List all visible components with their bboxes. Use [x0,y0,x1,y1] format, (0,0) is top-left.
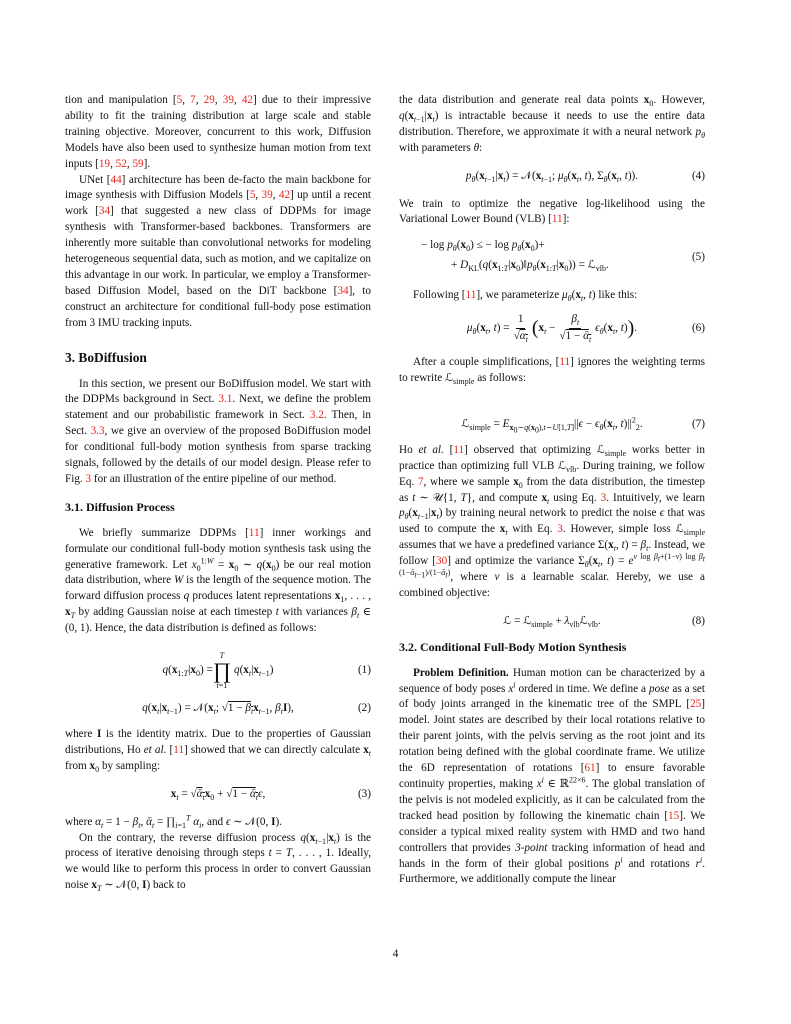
citation[interactable]: 34 [337,284,349,297]
after-paragraph: After a couple simplifications, [11] ignores the weighting terms to rewrite ℒ$_{simple}$ as follows: [399,356,705,387]
citation[interactable]: 59 [132,157,144,170]
diffusion-paragraph: We briefly summarize DDPMs [11] inner workings and formulate our conditional full-body motion synthesis task using the generative framework. Let $x_0^{1:W} = x_0$ ∼ $q(x_0)$ be our real motion data distribution, where W is the length of the sequence motion. The forward diffusion process q produces latent representations $x_1$, . . . , $x_T$ by adding Gaussian noise at each timestep t with variances $\beta_t$ ∈ (0, 1). Hence, the data distribution is defined as follows: [65,526,372,635]
citation[interactable]: 11 [551,213,563,226]
equation-4: $p_\theta(x_{t-1}|x_t)$ = $𝒩(x_{t-1}$; $\mu_\theta(x_t$, t), $\Sigma_\theta(x_t$, t)). (4) [465,169,705,184]
section-heading: 3. BoDiffusion [65,349,147,365]
citation[interactable]: 42 [278,189,291,202]
identity-paragraph: where I is the identity matrix. Due to the properties of Gaussian distributions, Ho et al. [11] showed that we can directly calculate $x_t$ from $x_0$ by sampling: [65,728,372,775]
citation[interactable]: 61 [584,762,596,775]
problem-paragraph: Problem Definition. Human motion can be characterized by a sequence of body poses $x^i$ ordered in time. We define a pose as a set of body joints arranged in the kinematic tree of the SMPL [25] model. Joint states are described by their local rotations relative to their parent joints, with the pelvis serving as the root joint and its rotation being defined with the global coordinate frame. We utilize the 6D representation of rotations [61] to ensure favorable continuity properties, making $x^i$ ∈ ℝ$^{22\times 6}$. The global translation of the pelvis is not modeled explicitly, as it can be calculated from the tracked head position by following the kinematic chain [15]. We consider a typical mixed reality system with HMD and two hand controllers that provides 3-point tracking information of head and hands in the form of their global positions $p^i$ and rotations $r^i$. Furthermore, we additionally compute the linear [399,666,706,886]
figure-ref[interactable]: 3 [85,472,92,485]
continuation-paragraph: the data distribution and generate real data points $x_0$. However, $q(x_{t-1}|x_t)$ is intractable because it needs to use the entire data distribution. Therefore, we approximate it with a neural network $p_\theta$ with parameters θ: [399,94,705,154]
equation-3: $x_t$ = $√ᾱ_tx_0 + √1$ − ᾱ$_t$ϵ, (3) [170,787,371,802]
equation-8: ℒ = ℒ$_{simple}$ + $\lambda_{vlb}ℒ_{vlb}$. (8) [503,614,705,630]
equation-ref[interactable]: 7 [417,475,424,488]
citation[interactable]: 11 [453,443,465,456]
citation[interactable]: 39 [261,189,273,202]
section-ref[interactable]: 3.2 [309,409,324,422]
citation[interactable]: 30 [436,555,448,568]
equation-ref[interactable]: 3 [600,491,607,504]
equation-number: (4) [691,169,705,182]
subsection-heading: 3.1. Diffusion Process [65,499,175,514]
intro-paragraph: tion and manipulation [5, 7, 29, 39, 42] due to their impressive ability to fit the training distribution at large scale and stable training objective. Moreover, concurrent to this work, Diffusion Models have also been used to synthesize human motion from text inputs [19, 52, 59]. [65,94,371,170]
unet-paragraph: UNet [44] architecture has been de-facto the main backbone for image synthesis with Diffusion Models [5, 39, 42] up until a recent work [34] that suggested a new class of DDPMs for image synthesis with Transformer-based backbones. Transformers are inherently more suitable than convolutional networks for modeling heterogeneous sequential data, such as motion, and we capitalize on this advantage in our work. In particular, we employ a Transformer-based Diffusion Model, based on the DiT backbone [34], to construct an architecture for conditional full-body pose estimation from 3 IMU tracking inputs. [65,173,372,329]
equation-5: − $\log p_\theta(x_0)$ ≤ − $\log p_\theta(x_0)+$ + $D_{KL}(q(x_{1:T}|x_0)‖p_\theta(x_{1:T}|x_0))$ = ℒ$_{vlb}$. (5) [421,239,705,274]
citation[interactable]: 11 [173,743,185,756]
section3-paragraph: In this section, we present our BoDiffusion model. We start with the DDPMs background in Sect. 3.1. Next, we define the problem statement and our probabilistic framework in Sect. 3.2. Then, in Sect. 3.3, we give an overview of the proposed BoDiffusion model for conditional full-body motion synthesis from sparse tracking signals, followed by the details of our model design. Please refer to Fig. 3 for an illustration of the entire pipeline of our method. [65,377,371,485]
citation[interactable]: 11 [559,356,571,369]
section-ref[interactable]: 3.1 [218,393,233,406]
citation[interactable]: 5 [176,94,183,106]
citation[interactable]: 34 [98,205,111,218]
equation-number: (1) [357,664,371,677]
citation[interactable]: 7 [190,94,196,106]
equation-number: (2) [357,702,371,715]
equation-number: (5) [691,251,705,264]
section-ref[interactable]: 3.3 [90,425,105,438]
train-paragraph: We train to optimize the negative log-likelihood using the Variational Lower Bound (VLB) [11]: [399,197,705,226]
equation-ref[interactable]: 3 [557,523,563,536]
citation[interactable]: 52 [115,157,127,170]
left-column [65,93,371,894]
citation[interactable]: 5 [249,189,256,202]
citation[interactable]: 42 [241,94,254,106]
reverse-paragraph: On the contrary, the reverse diffusion process $q(x_{t-1}|x_t)$ is the process of iterative denoising through steps t = T, . . . , 1. Ideally, we would like to perform this process in order to convert Gaussian noise $x_T$ ∼ 𝒩(0, I) back to [65,831,372,894]
equation-number: (8) [691,614,705,627]
citation[interactable]: 39 [222,94,234,106]
equation-1: $q(x_{1:T}|x_0)$ = T ∏ t=1 $q(x_t|x_{t-1})$ (1) [162,651,371,691]
citation[interactable]: 25 [690,698,702,711]
equation-7: ℒ$_{simple}$ = $E_{x_0\sim q(x_0),t\sim U[1,T]}||\epsilon - \epsilon_\theta(x_t$, $t)||^2_2$. (7) [461,415,705,435]
citation[interactable]: 11 [248,526,260,539]
page-number: 4 [392,948,399,960]
citation[interactable]: 15 [668,809,680,822]
citation[interactable]: 29 [203,94,215,106]
equation-number: (3) [357,787,371,800]
equation-6: $\mu_\theta(x_t$, t) = $\frac{1}{√\alpha_t}$ ( $x_t$ − $\frac{\beta_t}{√1 - ᾱ_t}$ $\epsilon_\theta(x_t$, t) ) . (6) [466,313,705,345]
equation-number: (7) [691,417,705,430]
citation[interactable]: 44 [110,173,122,186]
follow-paragraph: Following [11], we parameterize $\mu_\theta(x_t$, t) like this: [413,289,638,304]
citation[interactable]: 11 [465,289,477,302]
citation[interactable]: 19 [98,157,111,170]
subsection-heading: 3.2. Conditional Full-Body Motion Synthesis [399,639,627,654]
right-column [399,93,705,888]
ho-paragraph: Ho et al. [11] observed that optimizing ℒ$_{simple}$ works better in practice than optimizing full VLB ℒ$_{vlb}$. During training, we follow Eq. 7, where we sample $x_0$ from the data distribution, the timestep as t ∼ 𝒰{1, T}, and compute $x_t$ using Eq. 3. Intuitively, we learn $p_\theta(x_{t-1}|x_t)$ by training neural network to predict the noise ϵ that was used to compute the $x_t$ with Eq. 3. However, simple loss ℒ$_{simple}$ assumes that we have a predefined variance $\Sigma(x_t$, $t) = \beta_t$. Instead, we follow [30] and optimize the variance $\Sigma_\theta(x_t$, $t) = e^{v log \beta_t+(1-v) log \beta_t (1-ᾱ_{t-1})/(1-ᾱ_t)}$, where v is a learnable scalar. Hereby, we use a combined objective: [399,443,706,599]
where-paragraph: where $\alpha_t = 1 - \beta_t$, ᾱ$_t$ = $\prod_{i=1}^T$ $\alpha_i$, and ϵ ∼ 𝒩(0, I). [65,812,282,830]
equation-number: (6) [691,321,705,334]
equation-2: $q(x_t|x_{t-1})$ = $𝒩(x_t$; $√1 - \beta_tx_{t-1}$, $\beta_tI$), (2) [142,702,371,717]
